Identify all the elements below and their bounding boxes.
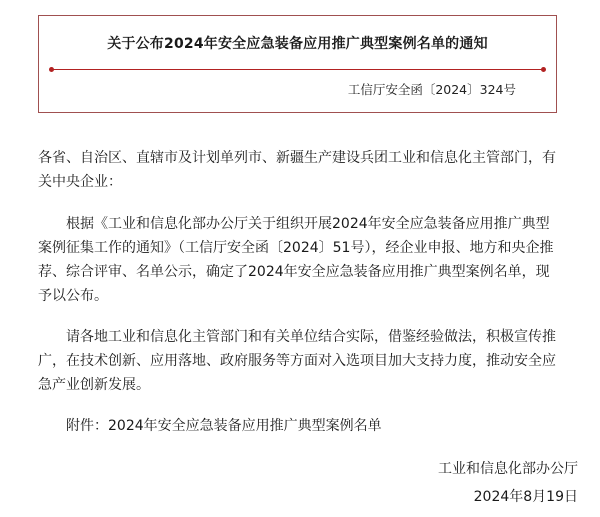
addressee-paragraph: 各省、自治区、直辖市及计划单列市、新疆生产建设兵团工业和信息化主管部门，有关中央企业： <box>38 150 556 190</box>
document-title: 关于公布2024年安全应急装备应用推广典型案例名单的通知 <box>107 36 488 52</box>
document-header <box>38 15 557 113</box>
body-paragraph-1: 根据《工业和信息化部办公厅关于组织开展2024年安全应急装备应用推广典型案例征集工作的通知》（工信厅安全函〔2024〕51号），经企业申报、地方和央企推荐、综合评审、名单公示，确定了2024年安全应急装备应用推广典型案例名单，现予以公布。 <box>38 216 554 304</box>
issuer-name: 工业和信息化部办公厅 <box>438 461 578 477</box>
issue-date: 2024年8月19日 <box>473 489 578 505</box>
document-number: 工信厅安全函〔2024〕324号 <box>347 82 516 97</box>
signature-block <box>438 455 578 511</box>
attachment-link[interactable]: 附件：2024年安全应急装备应用推广典型案例名单 <box>66 418 382 434</box>
red-separator-line <box>51 69 544 70</box>
body-paragraph-2: 请各地工业和信息化主管部门和有关单位结合实际，借鉴经验做法，积极宣传推广，在技术创新、应用落地、政府服务等方面对入选项目加大支持力度，推动安全应急产业创新发展。 <box>38 329 556 393</box>
document-body <box>38 146 562 458</box>
